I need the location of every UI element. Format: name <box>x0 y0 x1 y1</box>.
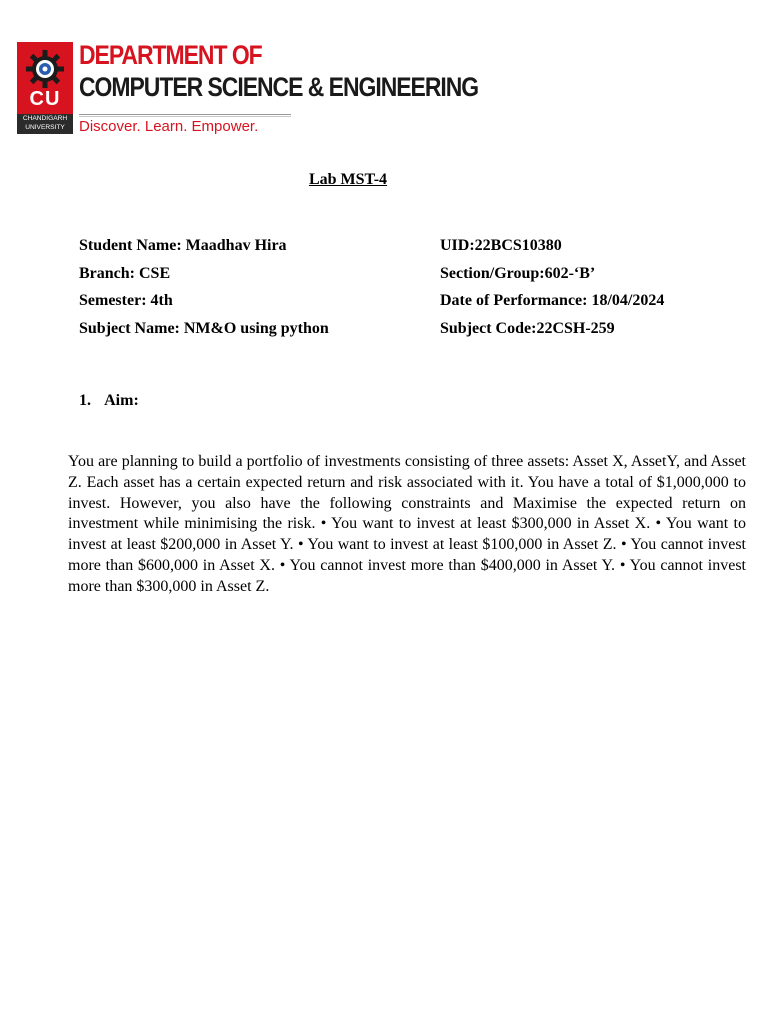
info-row <box>79 291 719 319</box>
aim-paragraph: You are planning to build a portfolio of investments consisting of three assets: Asset X, AssetY, and Asset Z. Each asset has a certain expected return and risk associated with it. You have a total of $1,000,000 to invest. However, you also have the following constraints and Maximise the expected return on investment while minimising the risk. • You want to invest at least $300,000 in Asset X. • You want to invest at least $200,000 in Asset Y. • You want to invest at least $100,000 in Asset Z. • You cannot invest more than $600,000 in Asset X. • You cannot invest more than $400,000 in Asset Y. • You cannot invest more than $300,000 in Asset Z. <box>68 453 746 595</box>
info-row <box>79 236 719 264</box>
date-of-performance: Date of Performance: 18/04/2024 <box>440 292 665 309</box>
gear-emblem-icon <box>24 48 66 90</box>
info-row <box>79 319 719 347</box>
student-uid: UID:22BCS10380 <box>440 237 562 254</box>
logo-university-line2: UNIVERSITY <box>25 123 65 131</box>
aim-label: Aim: <box>104 392 139 409</box>
student-info-block <box>79 236 719 346</box>
header-divider-secondary <box>79 116 291 117</box>
document-title: Lab MST-4 <box>308 171 388 188</box>
department-title-line2: COMPUTER SCIENCE & ENGINEERING <box>79 72 479 102</box>
aim-heading <box>79 391 139 411</box>
aim-number: 1. <box>79 392 91 409</box>
subject-code: Subject Code:22CSH-259 <box>440 319 615 337</box>
student-name: Student Name: Maadhav Hira <box>79 237 287 254</box>
semester: Semester: 4th <box>79 292 173 309</box>
university-tagline: Discover. Learn. Empower. <box>79 118 259 135</box>
branch: Branch: CSE <box>79 264 171 282</box>
logo-cu-text: CU <box>29 88 61 110</box>
logo-university-text <box>17 114 73 134</box>
section-group: Section/Group:602-‘B’ <box>440 264 596 282</box>
header-divider <box>79 114 291 115</box>
subject-name: Subject Name: NM&O using python <box>79 319 329 337</box>
department-title-line1: DEPARTMENT OF <box>79 40 262 70</box>
university-logo <box>17 42 73 134</box>
info-row <box>79 264 719 292</box>
logo-university-line1: CHANDIGARH <box>22 115 68 122</box>
department-header <box>17 42 477 138</box>
